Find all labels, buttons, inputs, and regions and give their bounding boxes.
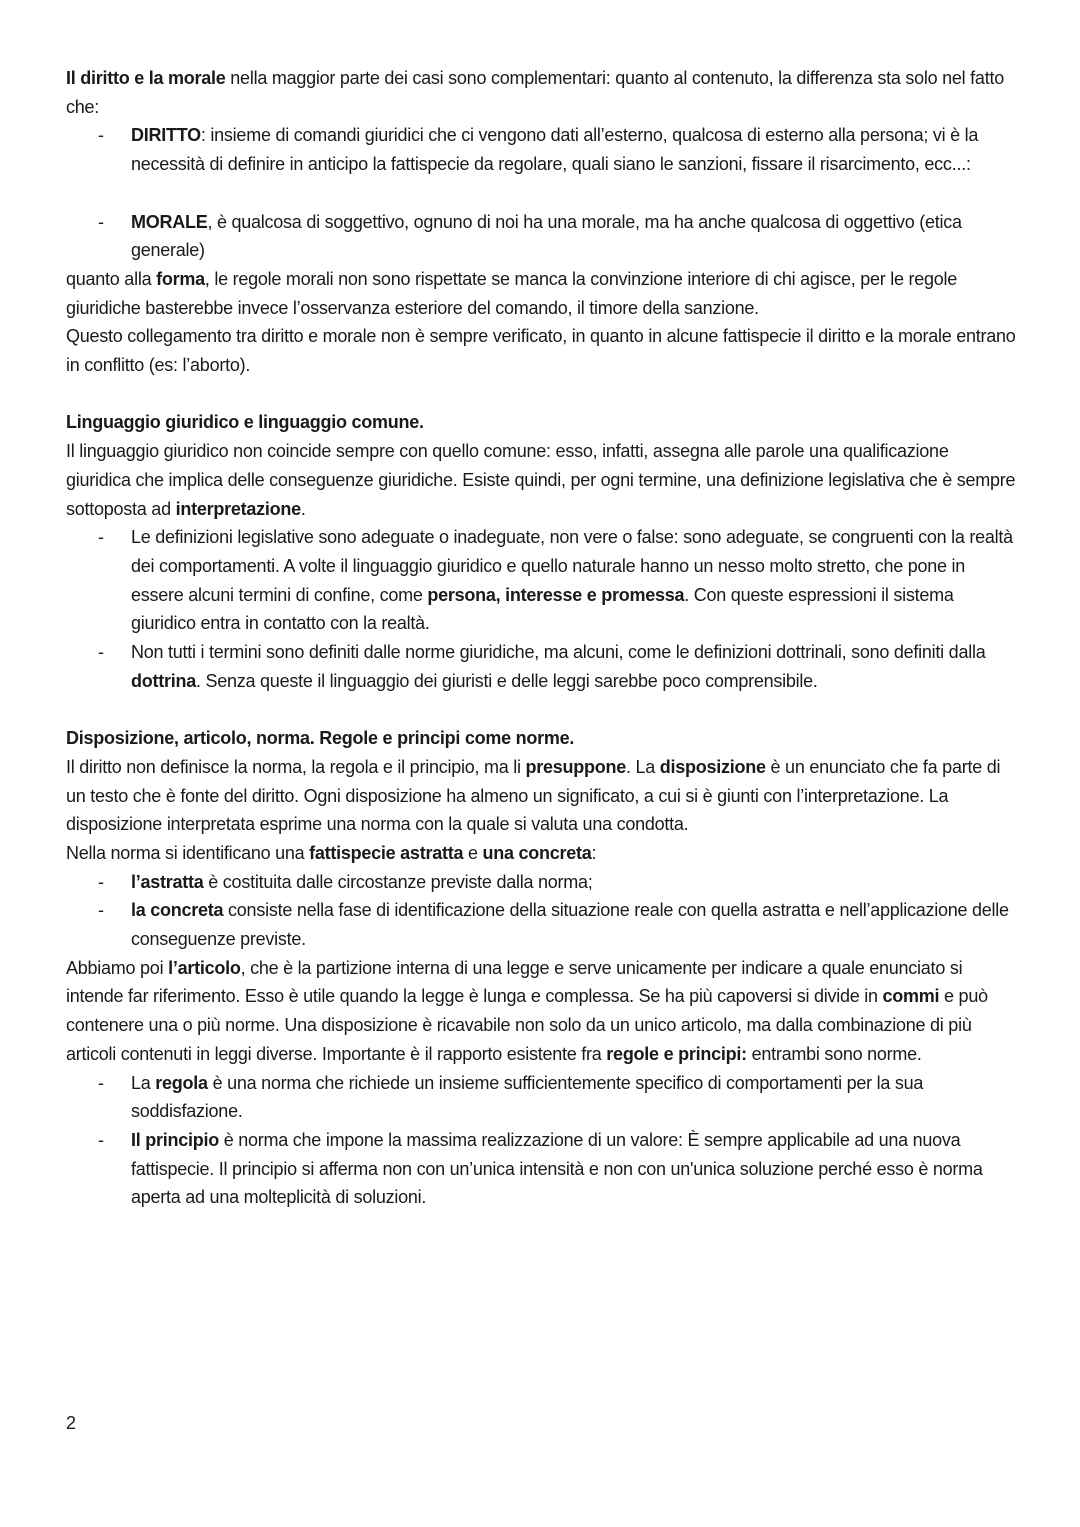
bold-text: una concreta [482, 842, 592, 863]
text-run: . La [626, 756, 660, 777]
text-run: : insieme di comandi giuridici che ci vengono dati all’esterno, qualcosa di esterno alla persona; vi è la necessità di definire in anticipo la fattispecie da regolare, quali siano le sanzioni, fissare il risarcimento, ecc...: [131, 125, 979, 175]
dash-bullet-icon: - [98, 1072, 104, 1093]
paragraph [66, 724, 1016, 753]
text-run: nella maggior parte dei casi sono complementari: quanto al contenuto, la differenza sta solo nel fatto che: [66, 68, 1004, 117]
paragraph [66, 954, 1016, 1069]
list-item [66, 1069, 1016, 1126]
bold-text: l’articolo [168, 957, 241, 978]
dash-bullet-icon: - [98, 1129, 104, 1150]
blank-line [66, 179, 1016, 208]
document-page [66, 64, 1016, 1212]
dash-bullet-icon: - [98, 125, 104, 146]
paragraph [66, 322, 1016, 379]
list-item [66, 208, 1016, 265]
list-item [66, 1126, 1016, 1212]
bold-text: disposizione [659, 756, 766, 777]
bold-text: Il principio [131, 1129, 220, 1150]
dash-bullet-icon: - [98, 871, 104, 892]
text-run: Questo collegamento tra diritto e morale non è sempre verificato, in quanto in alcune fattispecie il diritto e la morale entrano in conflitto (es: l’aborto). [66, 326, 1016, 376]
paragraph [66, 839, 1016, 868]
text-run: quanto alla [66, 268, 157, 289]
text-run: è un enunciato che fa parte di un testo che è fonte del diritto. Ogni disposizione ha almeno un significato, a cui si è giunti con l’interpretazione. La disposizione interpretata esprime una norma con la quale si valuta una condotta. [66, 756, 1001, 835]
bold-text: l’astratta [131, 871, 204, 892]
text-run: e [463, 842, 483, 863]
bold-text: la concreta [131, 900, 224, 921]
text-run: , è qualcosa di soggettivo, ognuno di noi ha una morale, ma ha anche qualcosa di oggettivo (etica generale) [131, 211, 962, 261]
text-run: Le definizioni legislative sono adeguate o inadeguate, non vere o false: sono adeguate, se congruenti con la realtà dei comportamenti. A volte il linguaggio giuridico e quello naturale hanno un nesso molto stretto, che pone in essere alcuni termini di confine, come [131, 527, 1013, 605]
dash-bullet-icon: - [98, 900, 104, 921]
bold-text: Disposizione, articolo, norma. Regole e principi come norme. [66, 728, 575, 749]
bold-text: fattispecie astratta [309, 842, 464, 863]
text-run: è norma che impone la massima realizzazione di un valore: È sempre applicabile ad una nuova fattispecie. Il principio si afferma non con un’unica intensità e non con un'unica soluzione perché esso è norma aperta ad una molteplicità di soluzioni. [131, 1129, 983, 1208]
bold-text: commi [882, 986, 940, 1007]
text-run: Non tutti i termini sono definiti dalle norme giuridiche, ma alcuni, come le definizioni dottrinali, sono definiti dalla [131, 642, 986, 663]
list-item [66, 523, 1016, 638]
list-item [66, 121, 1016, 178]
text-run: Nella norma si identificano una [66, 842, 310, 863]
paragraph [66, 753, 1016, 839]
text-run: entrambi sono norme. [746, 1043, 922, 1064]
bold-text: regole e principi: [606, 1043, 747, 1064]
bold-text: regola [155, 1072, 208, 1093]
text-run: . [300, 498, 306, 519]
text-run: . Con queste espressioni il sistema giuridico entra in contatto con la realtà. [131, 584, 954, 634]
list-item [66, 868, 1016, 897]
bold-text: forma [156, 268, 205, 289]
list-item [66, 896, 1016, 953]
page-number: 2 [66, 1413, 77, 1433]
dash-bullet-icon: - [98, 527, 104, 548]
text-run: , le regole morali non sono rispettate se manca la convinzione interiore di chi agisce, per le regole giuridiche basterebbe invece l’osservanza esteriore del comando, il timore della sanzione. [66, 268, 958, 318]
paragraph [66, 408, 1016, 437]
text-run: La [131, 1072, 156, 1093]
dash-bullet-icon: - [98, 642, 104, 663]
text-run: Il linguaggio giuridico non coincide sempre con quello comune: esso, infatti, assegna alle parole una qualificazione giuridica che implica delle conseguenze giuridiche. Esiste quindi, per ogni termine, una definizione legislativa che è sempre sottoposta ad [66, 441, 1016, 519]
text-run: è costituita dalle circostanze previste dalla norma; [203, 871, 593, 892]
paragraph [66, 437, 1016, 523]
text-run: è una norma che richiede un insieme sufficientemente specifico di comportamenti per la sua soddisfazione. [131, 1072, 924, 1122]
text-run: consiste nella fase di identificazione della situazione reale con quella astratta e nell’applicazione delle conseguenze previste. [131, 900, 1009, 950]
list-item [66, 638, 1016, 695]
text-run: , che è la partizione interna di una legge e serve unicamente per indicare a quale enunciato si intende far riferimento. Esso è utile quando la legge è lunga e complessa. Se ha più capoversi si divide in [66, 957, 963, 1007]
paragraph [66, 64, 1016, 121]
bold-text: presuppone [525, 756, 626, 777]
text-run: Il diritto non definisce la norma, la regola e il principio, ma li [66, 756, 526, 777]
blank-line [66, 380, 1016, 409]
dash-bullet-icon: - [98, 211, 104, 232]
bold-text: dottrina [131, 670, 196, 691]
blank-line [66, 695, 1016, 724]
bold-text: MORALE [131, 211, 208, 232]
bold-text: interpretazione [175, 498, 301, 519]
bold-text: persona, interesse e promessa [427, 584, 685, 605]
bold-text: Il diritto e la morale [66, 68, 226, 88]
text-run: e può contenere una o più norme. Una disposizione è ricavabile non solo da un unico articolo, ma dalla combinazione di più articoli contenuti in leggi diverse. Importante è il rapporto esistente fra [66, 986, 988, 1064]
bold-text: DIRITTO [131, 125, 201, 146]
text-run: : [591, 842, 597, 863]
text-run: . Senza queste il linguaggio dei giuristi e delle leggi sarebbe poco comprensibile. [196, 670, 818, 691]
paragraph [66, 265, 1016, 322]
bold-text: Linguaggio giuridico e linguaggio comune. [66, 412, 424, 433]
text-run: Abbiamo poi [66, 957, 169, 978]
